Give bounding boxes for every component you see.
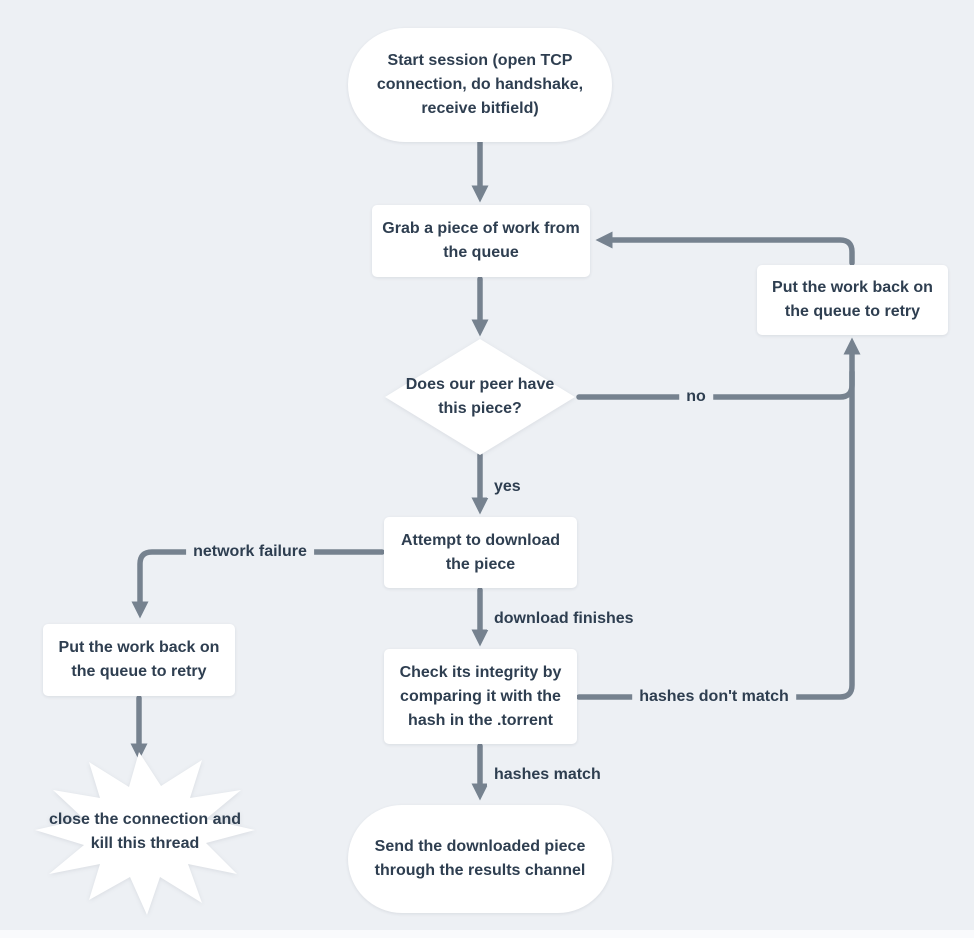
terminator-start-session	[348, 28, 612, 142]
node-label: Does our peer have this piece?	[405, 376, 555, 417]
process-retry-left	[43, 624, 235, 696]
process-attempt-download	[384, 517, 577, 588]
node-label: Start session (open TCP connection, do handshake, receive bitfield)	[376, 52, 584, 117]
edge-label-download-finishes: download finishes	[487, 608, 641, 630]
node-label: Check its integrity by comparing it with the hash in the .torrent	[399, 663, 562, 729]
node-label: Put the work back on the queue to retry	[772, 279, 933, 320]
edge-label-no: no	[679, 386, 713, 408]
node-label: Grab a piece of work from the queue	[382, 220, 580, 261]
edge-label-hashes-match: hashes match	[487, 764, 608, 786]
edge-label-yes: yes	[487, 476, 528, 498]
process-check-integrity	[384, 649, 577, 744]
node-label: Attempt to download the piece	[400, 531, 561, 573]
node-label: close the connection and kill this thread	[48, 810, 242, 852]
edge-label-hashes-dont-match: hashes don't match	[632, 686, 796, 708]
process-grab-work	[372, 205, 590, 277]
bottom-strip	[0, 930, 974, 938]
node-label: Put the work back on the queue to retry	[58, 639, 220, 680]
edge-label-network-failure: network failure	[186, 541, 314, 563]
decision-peer-has-piece	[385, 339, 575, 455]
terminator-send-results	[348, 805, 612, 913]
edge-hashes-dont-match	[579, 352, 852, 697]
terminator-kill-thread	[34, 750, 256, 917]
process-retry-right	[757, 265, 948, 335]
edge-no	[579, 372, 852, 397]
node-label: Send the downloaded piece through the results channel	[374, 838, 586, 879]
edge-retry-right-to-grab	[610, 240, 852, 263]
